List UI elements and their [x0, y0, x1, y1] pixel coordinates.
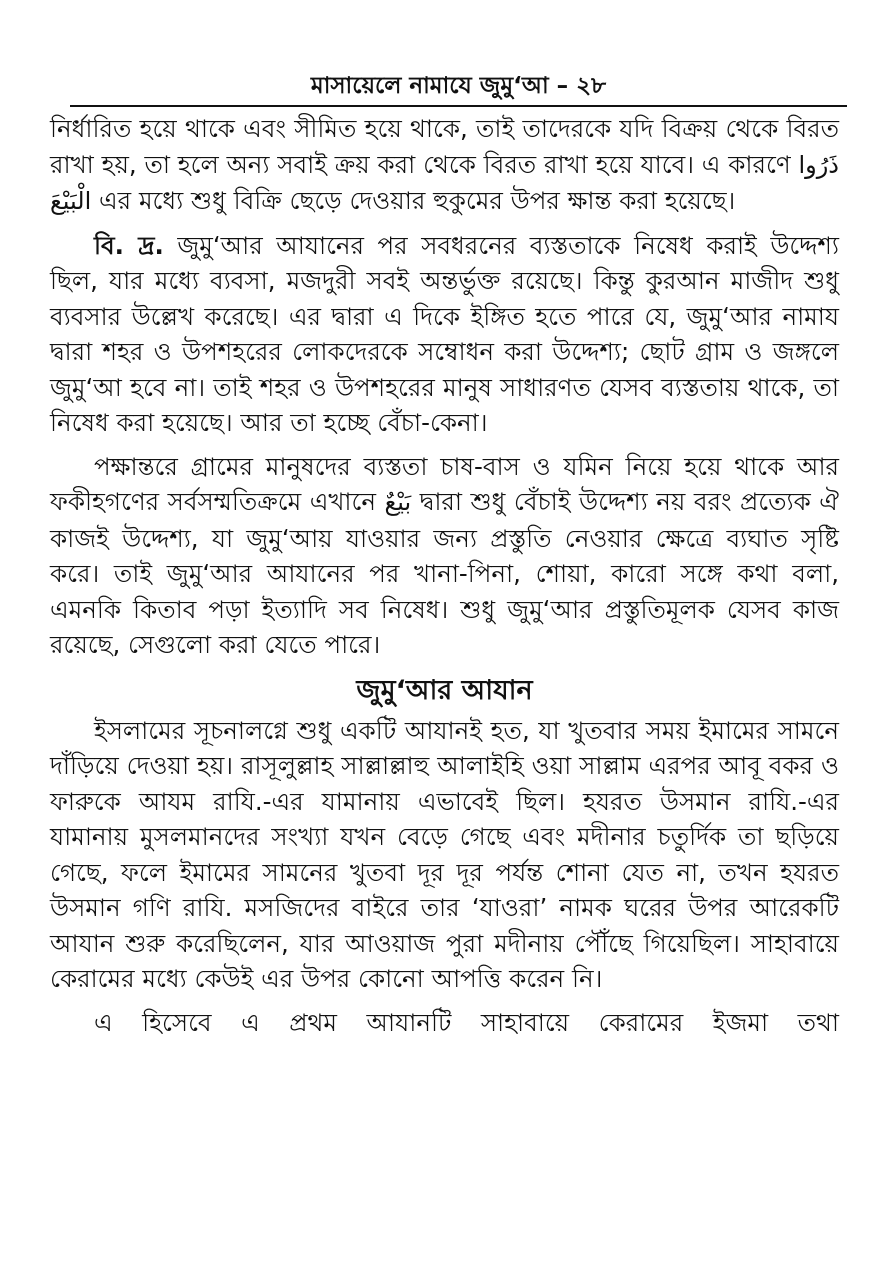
paragraph-note: [50, 228, 839, 441]
paragraph-1-text-a: নির্ধারিত হয়ে থাকে এবং সীমিত হয়ে থাকে, তাই তাদেরকে যদি বিক্রয় থেকে বিরত রাখা হয়, তা হলে অন্য সবাই ক্রয় করা থেকে বিরত রাখা হয়ে যাবে। এ কারণে: [50, 114, 839, 179]
paragraph-1-text-b: এর মধ্যে শুধু বিক্রি ছেড়ে দেওয়ার হুকুমের উপর ক্ষান্ত করা হয়েছে।: [91, 186, 736, 215]
paragraph-1: [50, 111, 839, 220]
section-paragraph-1: ইসলামের সূচনালগ্নে শুধু একটি আযানই হত, যা খুতবার সময় ইমামের সামনে দাঁড়িয়ে দেওয়া হয়। রাসূলুল্লাহ সাল্লাল্লাহু আলাইহি ওয়া সাল্লাম এরপর আবূ বকর ও ফারুকে আযম রাযি.-এর যামানায় এভাবেই ছিল। হযরত উসমান রাযি.-এর যামানায় মুসলমানদের সংখ্যা যখন বেড়ে গেছে এবং মদীনার চতুর্দিক তা ছড়িয়ে গেছে, ফলে ইমামের সামনের খুতবা দূর দূর পর্যন্ত শোনা যেত না, তখন হযরত উসমান গণি রাযি. মসজিদের বাইরে তার ‘যাওরা’ নামক ঘরের উপর আরেকটি আযান শুরু করেছিলেন, যার আওয়াজ পুরা মদীনায় পৌঁছে গিয়েছিল। সাহাবায়ে কেরামের মধ্যে কেউই এর উপর কোনো আপত্তি করেন নি।: [50, 715, 839, 993]
section-heading: জুমু‘আর আযান: [356, 674, 533, 706]
paragraph-3-text-a: পক্ষান্তরে গ্রামের মানুষদের ব্যস্ততা চাষ-বাস ও যমিন নিয়ে হয়ে থাকে আর ফকীহগণের সর্বসম্মতিক্রমে এখানে: [50, 451, 839, 516]
paragraph-3-text-b: দ্বারা শুধু বেঁচাই উদ্দেশ্য নয় বরং প্রত্যেক ঐ কাজই উদ্দেশ্য, যা জুমু‘আয় যাওয়ার জন্য প্রস্তুতি নেওয়ার ক্ষেত্রে ব্যঘাত সৃষ্টি করে। তাই জুমু‘আর আযানের পর খানা-পিনা, শোয়া, কারো সঙ্গে কথা বলা, এমনকি কিতাব পড়া ইত্যাদি সব নিষেধ। শুধু জুমু‘আর প্রস্তুতিমূলক যেসব কাজ রয়েছে, সেগুলো করা যেতে পারে।: [50, 487, 839, 659]
section-paragraph-2: এ হিসেবে এ প্রথম আযানটি সাহাবায়ে কেরামের ইজমা তথা: [94, 1007, 839, 1037]
running-head: মাসায়েলে নামাযে জুমু‘আ – ২৮: [70, 70, 847, 107]
note-label: বি. দ্র.: [94, 230, 164, 260]
paragraph-3: [50, 449, 839, 663]
note-text: জুমু‘আর আযানের পর সবধরনের ব্যস্ততাকে নিষেধ করাই উদ্দেশ্য ছিল, যার মধ্যে ব্যবসা, মজদুরী সবই অন্তর্ভুক্ত রয়েছে। কিন্তু কুরআন মাজীদ শুধু ব্যবসার উল্লেখ করেছে। এর দ্বারা এ দিকে ইঙ্গিত হতে পারে যে, জুমু‘আর নামায দ্বারা শহর ও উপশহরের লোকদেরকে সম্বোধন করা উদ্দেশ্য; ছোট গ্রাম ও জঙ্গলে জুমু‘আ হবে না। তাই শহর ও উপশহরের মানুষ সাধারণত যেসব ব্যস্ততায় থাকে, তা নিষেধ করা হয়েছে। আর তা হচ্ছে বেঁচা-কেনা।: [50, 230, 839, 437]
arabic-word-bay: بَيْعٌ: [384, 488, 412, 516]
arabic-phrase-zaru-al-bay: ذَرُوا الْبَيْعَ: [50, 150, 839, 215]
